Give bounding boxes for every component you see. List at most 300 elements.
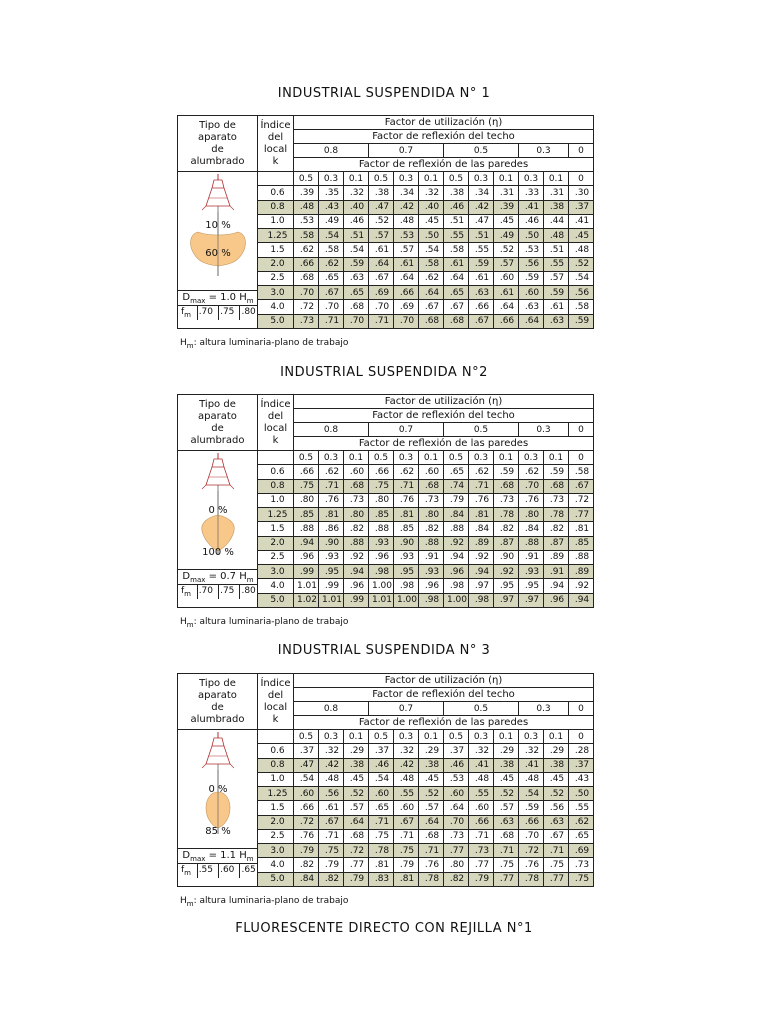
factor-value: .99 bbox=[344, 593, 369, 607]
factor-value: .98 bbox=[419, 593, 444, 607]
techo-value: 0 bbox=[569, 144, 594, 158]
factor-value: .73 bbox=[569, 858, 594, 872]
factor-value: .63 bbox=[519, 300, 544, 314]
k-value: 2.0 bbox=[258, 257, 294, 271]
paredes-value: 0.3 bbox=[469, 451, 494, 465]
factor-value: .52 bbox=[544, 787, 569, 801]
factor-value: .45 bbox=[569, 229, 594, 243]
paredes-value: 0.5 bbox=[294, 451, 319, 465]
factor-value: .59 bbox=[519, 271, 544, 285]
k-value: 0.6 bbox=[258, 186, 294, 200]
indice-header: Índice del local k bbox=[258, 395, 294, 451]
paredes-value: 0.1 bbox=[344, 172, 369, 186]
techo-value: 0.8 bbox=[294, 702, 369, 716]
techo-value: 0.8 bbox=[294, 144, 369, 158]
paredes-value: 0.5 bbox=[369, 172, 394, 186]
factor-value: .46 bbox=[369, 758, 394, 772]
factor-value: .38 bbox=[544, 758, 569, 772]
factor-utilizacion-header: Factor de utilización (η) bbox=[294, 395, 594, 409]
tipo-header: Tipo de aparato de alumbrado bbox=[178, 674, 258, 730]
utilization-table bbox=[177, 394, 591, 608]
factor-value: .68 bbox=[294, 271, 319, 285]
factor-value: .57 bbox=[394, 243, 419, 257]
factor-value: .54 bbox=[419, 243, 444, 257]
factor-value: .75 bbox=[294, 479, 319, 493]
k-value: 0.6 bbox=[258, 744, 294, 758]
table-title: INDUSTRIAL SUSPENDIDA N°2 bbox=[280, 365, 488, 380]
factor-value: .41 bbox=[469, 758, 494, 772]
table-title: INDUSTRIAL SUSPENDIDA N° 3 bbox=[277, 643, 491, 658]
factor-value: .57 bbox=[544, 271, 569, 285]
factor-value: .47 bbox=[469, 214, 494, 228]
factor-value: .51 bbox=[469, 229, 494, 243]
factor-value: .78 bbox=[519, 872, 544, 886]
factor-value: .61 bbox=[369, 243, 394, 257]
factor-value: .62 bbox=[394, 465, 419, 479]
factor-value: 1.00 bbox=[369, 579, 394, 593]
factor-techo-header: Factor de reflexión del techo bbox=[294, 688, 594, 702]
paredes-value: 0.1 bbox=[419, 172, 444, 186]
paredes-value: 0.1 bbox=[344, 730, 369, 744]
hm-note: $H_m$: altura luminaria-plano de trabajo bbox=[180, 896, 349, 908]
factor-value: .68 bbox=[544, 479, 569, 493]
k-value: 1.25 bbox=[258, 229, 294, 243]
paredes-value: 0.1 bbox=[544, 172, 569, 186]
factor-value: .54 bbox=[569, 271, 594, 285]
factor-value: .97 bbox=[519, 593, 544, 607]
factor-value: .72 bbox=[294, 815, 319, 829]
factor-value: .70 bbox=[519, 479, 544, 493]
factor-value: .37 bbox=[569, 200, 594, 214]
k-value: 5.0 bbox=[258, 872, 294, 886]
factor-value: .32 bbox=[394, 744, 419, 758]
factor-value: .35 bbox=[319, 186, 344, 200]
k-value: 2.5 bbox=[258, 550, 294, 564]
factor-value: .77 bbox=[494, 872, 519, 886]
factor-value: 1.00 bbox=[394, 593, 419, 607]
factor-value: .69 bbox=[569, 844, 594, 858]
factor-value: .51 bbox=[344, 229, 369, 243]
k-value: 5.0 bbox=[258, 314, 294, 328]
factor-value: .45 bbox=[544, 772, 569, 786]
factor-value: .45 bbox=[419, 772, 444, 786]
factor-value: .95 bbox=[319, 565, 344, 579]
factor-value: .55 bbox=[444, 229, 469, 243]
factor-value: .48 bbox=[319, 772, 344, 786]
factor-value: .68 bbox=[419, 829, 444, 843]
footer-title: FLUORESCENTE DIRECTO CON REJILLA N°1 bbox=[235, 921, 533, 936]
factor-value: .32 bbox=[319, 744, 344, 758]
factor-value: .88 bbox=[519, 536, 544, 550]
fm-value: .75 bbox=[218, 306, 239, 320]
factor-value: .73 bbox=[444, 829, 469, 843]
factor-value: .77 bbox=[444, 844, 469, 858]
paredes-value: 0.5 bbox=[369, 730, 394, 744]
factor-value: .56 bbox=[544, 801, 569, 815]
factor-value: .66 bbox=[294, 257, 319, 271]
factor-value: .87 bbox=[494, 536, 519, 550]
factor-value: .94 bbox=[444, 550, 469, 564]
k-value: 3.0 bbox=[258, 565, 294, 579]
factor-value: .71 bbox=[469, 479, 494, 493]
factor-value: .32 bbox=[344, 186, 369, 200]
k-value: 0.8 bbox=[258, 479, 294, 493]
paredes-value: 0.3 bbox=[394, 451, 419, 465]
factor-value: .89 bbox=[469, 536, 494, 550]
factor-value: .70 bbox=[344, 314, 369, 328]
factor-value: .98 bbox=[369, 565, 394, 579]
factor-value: .40 bbox=[344, 200, 369, 214]
factor-value: .57 bbox=[494, 257, 519, 271]
k-value: 1.5 bbox=[258, 801, 294, 815]
factor-value: .96 bbox=[294, 550, 319, 564]
factor-value: .93 bbox=[369, 536, 394, 550]
factor-value: .53 bbox=[519, 243, 544, 257]
factor-value: .39 bbox=[294, 186, 319, 200]
factor-value: .93 bbox=[319, 550, 344, 564]
factor-value: .59 bbox=[494, 465, 519, 479]
factor-value: .97 bbox=[494, 593, 519, 607]
factor-value: .92 bbox=[344, 550, 369, 564]
factor-value: .71 bbox=[394, 829, 419, 843]
hm-note: $H_m$: altura luminaria-plano de trabajo bbox=[180, 617, 349, 629]
factor-value: .62 bbox=[319, 465, 344, 479]
factor-value: 1.01 bbox=[319, 593, 344, 607]
table-title: INDUSTRIAL SUSPENDIDA N° 1 bbox=[277, 86, 491, 101]
luminaire-icon bbox=[180, 451, 256, 557]
k-value: 0.6 bbox=[258, 465, 294, 479]
factor-paredes-header: Factor de reflexión de las paredes bbox=[294, 158, 594, 172]
factor-value: .90 bbox=[494, 550, 519, 564]
factor-value: .59 bbox=[344, 257, 369, 271]
factor-value: .64 bbox=[394, 271, 419, 285]
factor-value: .92 bbox=[444, 536, 469, 550]
factor-value: .47 bbox=[294, 758, 319, 772]
dmax-label: $D_{max} = 1.0$ $H_m$ bbox=[178, 290, 258, 306]
factor-value: .29 bbox=[344, 744, 369, 758]
factor-value: .88 bbox=[344, 536, 369, 550]
k-value: 5.0 bbox=[258, 593, 294, 607]
factor-value: .83 bbox=[369, 872, 394, 886]
paredes-value: 0.1 bbox=[544, 730, 569, 744]
techo-value: 0.5 bbox=[444, 423, 519, 437]
factor-value: .37 bbox=[369, 744, 394, 758]
factor-value: .85 bbox=[294, 508, 319, 522]
factor-value: .72 bbox=[519, 844, 544, 858]
factor-value: .63 bbox=[494, 815, 519, 829]
factor-value: .55 bbox=[569, 801, 594, 815]
factor-value: .61 bbox=[444, 257, 469, 271]
factor-value: .31 bbox=[494, 186, 519, 200]
factor-value: .60 bbox=[519, 286, 544, 300]
factor-value: .64 bbox=[444, 801, 469, 815]
factor-value: .45 bbox=[494, 772, 519, 786]
indice-header: Índice del local k bbox=[258, 116, 294, 172]
factor-value: .55 bbox=[469, 787, 494, 801]
factor-value: .92 bbox=[494, 565, 519, 579]
factor-value: .68 bbox=[494, 479, 519, 493]
factor-value: .86 bbox=[319, 522, 344, 536]
factor-value: .79 bbox=[394, 858, 419, 872]
k-value: 4.0 bbox=[258, 300, 294, 314]
paredes-value: 0.1 bbox=[494, 451, 519, 465]
upward-percent: 0 % bbox=[208, 505, 228, 516]
factor-value: .29 bbox=[544, 744, 569, 758]
factor-value: .88 bbox=[419, 536, 444, 550]
factor-value: .76 bbox=[319, 493, 344, 507]
factor-value: .54 bbox=[294, 772, 319, 786]
paredes-value: 0.1 bbox=[419, 451, 444, 465]
factor-value: .75 bbox=[369, 829, 394, 843]
factor-value: .99 bbox=[294, 565, 319, 579]
factor-value: .68 bbox=[344, 300, 369, 314]
paredes-value: 0.5 bbox=[294, 730, 319, 744]
fm-value: .55 bbox=[197, 864, 218, 878]
techo-value: 0.7 bbox=[369, 144, 444, 158]
factor-value: .66 bbox=[519, 815, 544, 829]
paredes-value: 0.1 bbox=[344, 451, 369, 465]
fm-value: .80 bbox=[239, 306, 257, 320]
factor-value: .66 bbox=[494, 314, 519, 328]
k-value: 3.0 bbox=[258, 286, 294, 300]
fm-row: $f_m$ .55 .60 .65 bbox=[178, 863, 258, 878]
factor-value: .61 bbox=[394, 257, 419, 271]
k-value: 3.0 bbox=[258, 844, 294, 858]
factor-value: .60 bbox=[369, 787, 394, 801]
factor-value: .46 bbox=[444, 200, 469, 214]
factor-value: .92 bbox=[569, 579, 594, 593]
downward-percent: 100 % bbox=[202, 547, 234, 558]
factor-value: .82 bbox=[494, 522, 519, 536]
factor-value: .70 bbox=[519, 829, 544, 843]
hm-note: $H_m$: altura luminaria-plano de trabajo bbox=[180, 338, 349, 350]
factor-value: .75 bbox=[494, 858, 519, 872]
k-value: 0.8 bbox=[258, 200, 294, 214]
factor-value: .82 bbox=[344, 522, 369, 536]
factor-value: .48 bbox=[469, 772, 494, 786]
factor-value: .63 bbox=[469, 286, 494, 300]
paredes-value: 0.3 bbox=[519, 172, 544, 186]
factor-value: .60 bbox=[419, 465, 444, 479]
factor-value: .46 bbox=[519, 214, 544, 228]
factor-value: .77 bbox=[469, 858, 494, 872]
factor-value: .67 bbox=[369, 271, 394, 285]
factor-value: .90 bbox=[319, 536, 344, 550]
factor-value: .34 bbox=[394, 186, 419, 200]
factor-value: .75 bbox=[569, 872, 594, 886]
luminaire-cell bbox=[178, 451, 258, 608]
factor-value: .79 bbox=[344, 872, 369, 886]
techo-value: 0.7 bbox=[369, 702, 444, 716]
factor-value: .56 bbox=[319, 787, 344, 801]
fm-value: .80 bbox=[239, 585, 257, 599]
factor-value: .31 bbox=[544, 186, 569, 200]
factor-value: .71 bbox=[319, 314, 344, 328]
factor-value: .85 bbox=[369, 508, 394, 522]
factor-value: .51 bbox=[544, 243, 569, 257]
factor-value: .38 bbox=[344, 758, 369, 772]
factor-value: .59 bbox=[544, 286, 569, 300]
factor-value: .67 bbox=[444, 300, 469, 314]
factor-value: .43 bbox=[569, 772, 594, 786]
factor-value: .93 bbox=[394, 550, 419, 564]
factor-value: .68 bbox=[494, 829, 519, 843]
factor-value: .57 bbox=[419, 801, 444, 815]
factor-value: .81 bbox=[369, 858, 394, 872]
paredes-value: 0.3 bbox=[319, 730, 344, 744]
factor-value: .53 bbox=[294, 214, 319, 228]
factor-value: .54 bbox=[369, 772, 394, 786]
factor-value: .78 bbox=[494, 508, 519, 522]
blank-cell bbox=[258, 730, 294, 744]
factor-value: .37 bbox=[444, 744, 469, 758]
k-value: 1.25 bbox=[258, 508, 294, 522]
factor-value: .81 bbox=[569, 522, 594, 536]
factor-value: .40 bbox=[419, 200, 444, 214]
factor-value: .96 bbox=[444, 565, 469, 579]
factor-value: .73 bbox=[344, 493, 369, 507]
techo-value: 0 bbox=[569, 702, 594, 716]
factor-value: .48 bbox=[394, 214, 419, 228]
downward-percent: 85 % bbox=[205, 826, 231, 837]
factor-value: .77 bbox=[569, 508, 594, 522]
k-value: 1.25 bbox=[258, 787, 294, 801]
factor-value: .63 bbox=[544, 815, 569, 829]
factor-value: .66 bbox=[469, 815, 494, 829]
factor-value: .49 bbox=[494, 229, 519, 243]
factor-value: .41 bbox=[569, 214, 594, 228]
k-value: 2.5 bbox=[258, 271, 294, 285]
factor-value: .97 bbox=[469, 579, 494, 593]
factor-value: .58 bbox=[444, 243, 469, 257]
factor-value: .58 bbox=[294, 229, 319, 243]
factor-value: .67 bbox=[319, 815, 344, 829]
factor-value: .45 bbox=[344, 772, 369, 786]
factor-value: .66 bbox=[294, 801, 319, 815]
factor-value: .80 bbox=[344, 508, 369, 522]
techo-value: 0.5 bbox=[444, 702, 519, 716]
factor-value: .94 bbox=[544, 579, 569, 593]
factor-value: .88 bbox=[444, 522, 469, 536]
factor-value: 1.00 bbox=[444, 593, 469, 607]
factor-value: .76 bbox=[419, 858, 444, 872]
factor-value: .79 bbox=[294, 844, 319, 858]
paredes-value: 0.1 bbox=[494, 730, 519, 744]
factor-value: .67 bbox=[469, 314, 494, 328]
factor-value: .98 bbox=[469, 593, 494, 607]
techo-value: 0.7 bbox=[369, 423, 444, 437]
factor-value: .45 bbox=[419, 214, 444, 228]
factor-value: .70 bbox=[394, 314, 419, 328]
factor-techo-header: Factor de reflexión del techo bbox=[294, 130, 594, 144]
k-value: 0.8 bbox=[258, 758, 294, 772]
luminaire-icon bbox=[180, 730, 256, 836]
factor-value: .80 bbox=[444, 858, 469, 872]
factor-value: .52 bbox=[494, 787, 519, 801]
factor-value: .64 bbox=[419, 815, 444, 829]
factor-value: .78 bbox=[544, 508, 569, 522]
factor-value: .91 bbox=[419, 550, 444, 564]
factor-value: .88 bbox=[294, 522, 319, 536]
factor-value: .48 bbox=[294, 200, 319, 214]
factor-value: .90 bbox=[394, 536, 419, 550]
factor-value: .79 bbox=[469, 872, 494, 886]
fm-value: .70 bbox=[197, 306, 218, 320]
factor-value: .56 bbox=[569, 286, 594, 300]
factor-value: .65 bbox=[444, 286, 469, 300]
paredes-value: 0.1 bbox=[494, 172, 519, 186]
factor-value: .68 bbox=[419, 314, 444, 328]
factor-value: .76 bbox=[519, 493, 544, 507]
factor-value: .69 bbox=[369, 286, 394, 300]
factor-value: .82 bbox=[319, 872, 344, 886]
factor-value: .96 bbox=[369, 550, 394, 564]
factor-value: .82 bbox=[294, 858, 319, 872]
blank-cell bbox=[258, 172, 294, 186]
factor-value: .99 bbox=[319, 579, 344, 593]
factor-value: .81 bbox=[394, 872, 419, 886]
factor-value: .42 bbox=[394, 758, 419, 772]
utilization-table bbox=[177, 673, 591, 887]
factor-value: .95 bbox=[519, 579, 544, 593]
factor-value: .62 bbox=[569, 815, 594, 829]
fm-value: .70 bbox=[197, 585, 218, 599]
paredes-value: 0.5 bbox=[444, 451, 469, 465]
factor-value: .67 bbox=[394, 815, 419, 829]
factor-value: .32 bbox=[469, 744, 494, 758]
factor-value: .54 bbox=[344, 243, 369, 257]
paredes-value: 0.5 bbox=[369, 451, 394, 465]
factor-paredes-header: Factor de reflexión de las paredes bbox=[294, 437, 594, 451]
factor-value: .84 bbox=[294, 872, 319, 886]
factor-value: .64 bbox=[344, 815, 369, 829]
factor-value: .47 bbox=[369, 200, 394, 214]
paredes-value: 0.3 bbox=[319, 451, 344, 465]
factor-value: .82 bbox=[544, 522, 569, 536]
factor-value: .42 bbox=[394, 200, 419, 214]
factor-value: .81 bbox=[319, 508, 344, 522]
factor-value: .71 bbox=[369, 815, 394, 829]
factor-value: .71 bbox=[419, 844, 444, 858]
factor-value: .53 bbox=[394, 229, 419, 243]
k-value: 1.5 bbox=[258, 522, 294, 536]
factor-value: .62 bbox=[519, 465, 544, 479]
factor-value: .89 bbox=[569, 565, 594, 579]
factor-value: .94 bbox=[469, 565, 494, 579]
factor-value: .77 bbox=[344, 858, 369, 872]
factor-value: 1.01 bbox=[294, 579, 319, 593]
factor-value: .29 bbox=[494, 744, 519, 758]
blank-cell bbox=[258, 451, 294, 465]
k-value: 1.0 bbox=[258, 214, 294, 228]
factor-value: .60 bbox=[469, 801, 494, 815]
factor-value: .68 bbox=[344, 479, 369, 493]
factor-value: .84 bbox=[469, 522, 494, 536]
factor-value: .38 bbox=[444, 186, 469, 200]
factor-value: .98 bbox=[394, 579, 419, 593]
factor-value: .32 bbox=[519, 744, 544, 758]
factor-value: .76 bbox=[519, 858, 544, 872]
techo-value: 0.3 bbox=[519, 423, 569, 437]
factor-value: .48 bbox=[544, 229, 569, 243]
factor-value: .37 bbox=[294, 744, 319, 758]
tipo-header: Tipo de aparato de alumbrado bbox=[178, 116, 258, 172]
factor-value: .61 bbox=[319, 801, 344, 815]
factor-value: .60 bbox=[494, 271, 519, 285]
k-value: 1.0 bbox=[258, 772, 294, 786]
factor-utilizacion-header: Factor de utilización (η) bbox=[294, 116, 594, 130]
factor-value: .64 bbox=[419, 286, 444, 300]
